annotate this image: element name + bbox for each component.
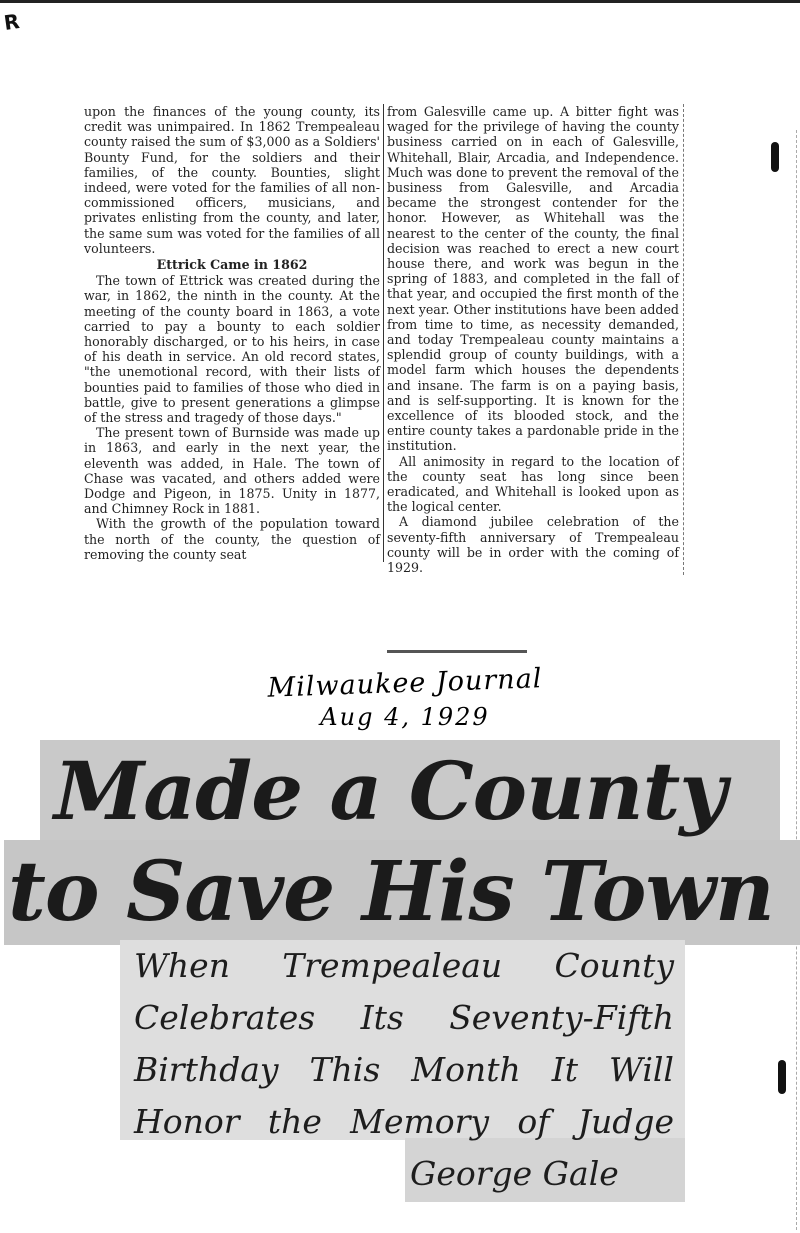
right-column [387, 104, 684, 575]
binder-hole-icon [778, 1060, 786, 1094]
corner-mark: R [2, 9, 22, 35]
handwritten-source: Milwaukee Journal [267, 663, 543, 704]
paragraph: upon the finances of the young county, its credit was unimpaired. In 1862 Trempealeau county raised the sum of $3,000 as a Soldiers' Bounty Fund, for the soldiers and their families, of the county. Bounties, slight indeed, were voted for the families of all non-commissioned officers, musicians, and privates enlisting from the county, and later, the same sum was voted for the families of all volunteers. [84, 104, 380, 256]
paragraph: A diamond jubilee celebration of the seventy-fifth anniversary of Trempealeau county will be in order with the coming of 1929. [387, 514, 679, 576]
handwritten-date: Aug 4, 1929 [320, 703, 490, 731]
paragraph: With the growth of the population toward the north of the county, the question of removing the county seat [84, 516, 380, 562]
paragraph: from Galesville came up. A bitter fight was waged for the privilege of having the county business carried on in each of Galesville, Whitehall, Blair, Arcadia, and Independence. Much was done to prevent the removal of the business from Galesville, and Arcadia became the strongest contender for the honor. However, as Whitehall was the nearest to the center of the county, the final decision was reached to erect a new court house there, and work was begun in the spring of 1883, and completed in the fall of that year, and occupied the first month of the next year. Other institutions have been added from time to time, as necessity demanded, and today Trempealeau county maintains a splendid group of county buildings, with a model farm which houses the dependents and insane. The farm is on a paying basis, and is self-supporting. It is known for the excellence of its blooded stock, and the entire county takes a pardonable pride in the institution. [387, 104, 679, 454]
deck-line: Honor the Memory of Judge [134, 1102, 674, 1141]
deck-line: George Gale [410, 1154, 619, 1193]
scan-top-edge [0, 0, 800, 3]
deck-line: When Trempealeau County [134, 946, 674, 985]
subheadline-deck [134, 940, 674, 1193]
clipping-edge [387, 650, 527, 653]
headline-line-2: to Save His Town [8, 844, 774, 940]
left-column [84, 104, 384, 562]
page-edge [796, 130, 798, 1230]
deck-line: Celebrates Its Seventy-Fifth [134, 998, 674, 1037]
binder-hole-icon [771, 142, 779, 172]
article-clipping [84, 104, 684, 656]
headline-line-1: Made a County [54, 744, 726, 838]
subhead: Ettrick Came in 1862 [156, 257, 308, 273]
paragraph: The town of Ettrick was created during the war, in 1862, the ninth in the county. At the meeting of the county board in 1863, a vote carried to pay a bounty to each soldier honorably discharged, or to his heirs, in case of his death in service. An old record states, "the unemotional record, with their lists of bounties paid to families of those who died in battle, give to present generations a glimpse of the stress and tragedy of those days." [84, 273, 380, 426]
deck-line: Birthday This Month It Will [134, 1050, 674, 1089]
paragraph: The present town of Burnside was made up in 1863, and early in the next year, the eleventh was added, in Hale. The town of Chase was vacated, and others added were Dodge and Pigeon, in 1875. Unity in 1877, and Chimney Rock in 1881. [84, 425, 380, 517]
handwritten-annotation [240, 663, 570, 731]
paragraph: All animosity in regard to the location of the county seat has long since been eradicated, and Whitehall is looked upon as the logical center. [387, 453, 679, 515]
